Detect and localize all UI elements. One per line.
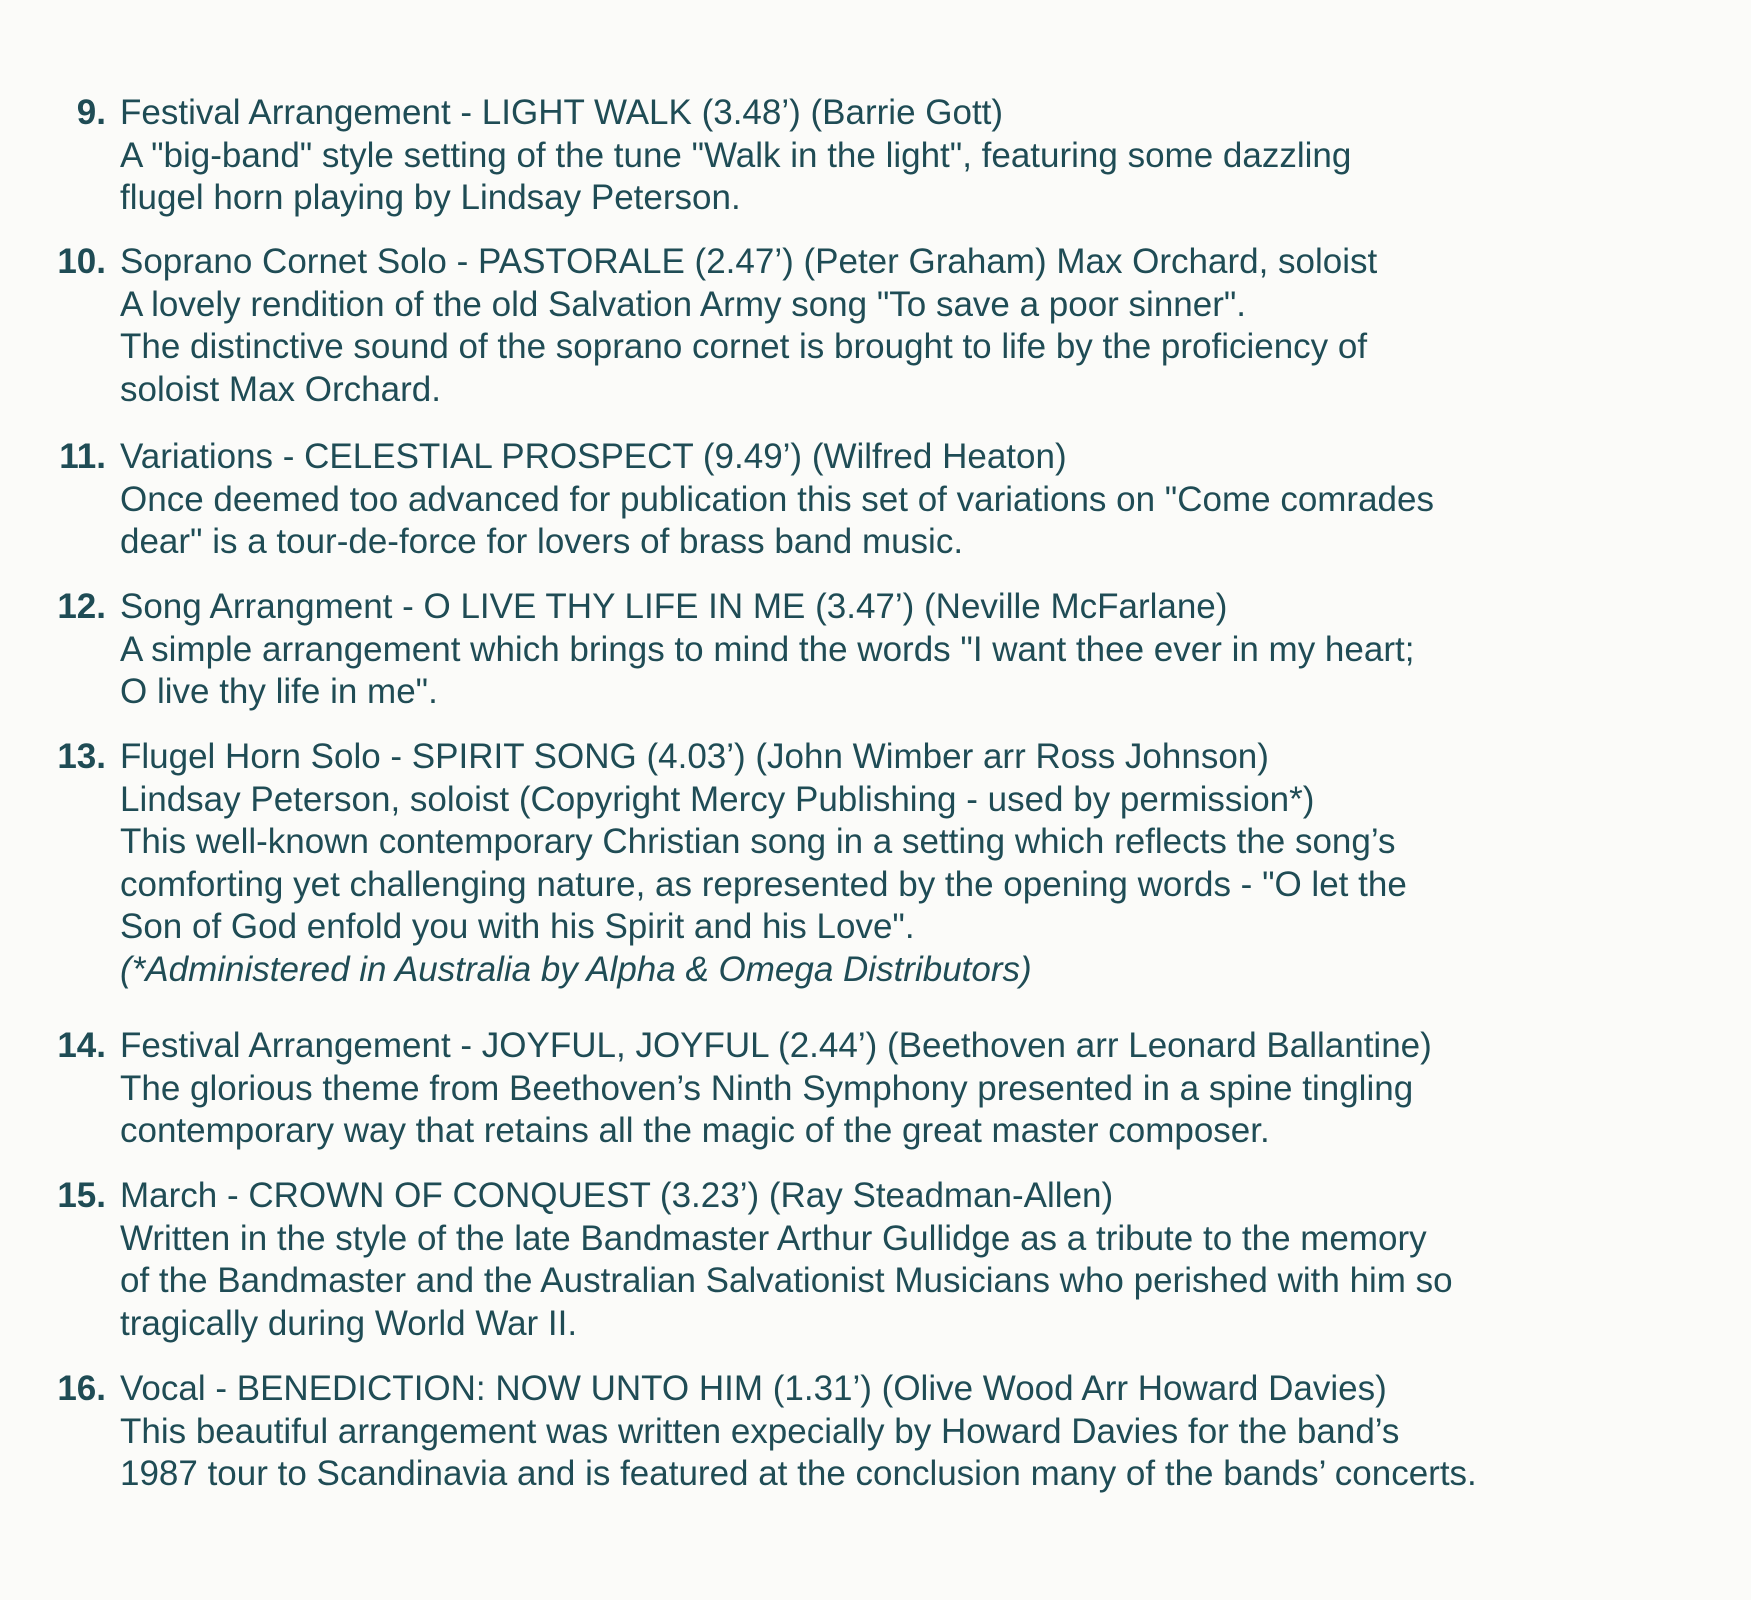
track-number: 9.: [76, 93, 106, 132]
description-line: Once deemed too advanced for publication this set of variations on "Come comrades: [120, 479, 1434, 519]
description-line: tragically during World War II.: [120, 1303, 578, 1343]
track-title-line: Variations - CELESTIAL PROSPECT (9.49’) (Wilfred Heaton): [120, 437, 1067, 476]
description-line: A simple arrangement which brings to mind the words "I want thee ever in my heart;: [120, 629, 1415, 669]
track-title-line: Soprano Cornet Solo - PASTORALE (2.47’) (Peter Graham) Max Orchard, soloist: [120, 242, 1378, 281]
description-line: Lindsay Peterson, soloist (Copyright Mercy Publishing - used by permission*): [120, 779, 1315, 819]
description-line: The distinctive sound of the soprano cornet is brought to life by the proficiency of: [120, 327, 1368, 366]
description-line: This well-known contemporary Christian song in a setting which reflects the song’s: [120, 822, 1396, 861]
track-description: [120, 92, 1740, 220]
track-description: [120, 586, 1740, 714]
track-description: [120, 736, 1740, 991]
description-line: dear" is a tour-de-force for lovers of brass band music.: [120, 522, 964, 561]
description-line: comforting yet challenging nature, as represented by the opening words - "O let the: [120, 864, 1407, 904]
track-title-line: Flugel Horn Solo - SPIRIT SONG (4.03’) (John Wimber arr Ross Johnson): [120, 737, 1269, 776]
track-title-line: March - CROWN OF CONQUEST (3.23’) (Ray Steadman-Allen): [120, 1176, 1114, 1215]
track-description: [120, 1025, 1740, 1153]
track-description: [120, 1368, 1740, 1496]
track-title-line: Festival Arrangement - JOYFUL, JOYFUL (2.44’) (Beethoven arr Leonard Ballantine): [120, 1026, 1432, 1065]
description-line: contemporary way that retains all the magic of the great master composer.: [120, 1111, 1270, 1150]
track-number: 16.: [57, 1369, 106, 1408]
description-line: Written in the style of the late Bandmaster Arthur Gullidge as a tribute to the memory: [120, 1218, 1427, 1258]
description-line: This beautiful arrangement was written expecially by Howard Davies for the band’s: [120, 1411, 1400, 1451]
description-line: Son of God enfold you with his Spirit and his Love".: [120, 907, 915, 946]
copyright-note: (*Administered in Australia by Alpha & Omega Distributors): [120, 949, 1032, 989]
track-title-line: Song Arrangment - O LIVE THY LIFE IN ME (3.47’) (Neville McFarlane): [120, 587, 1228, 626]
track-description: [120, 1175, 1740, 1345]
description-line: A "big-band" style setting of the tune "Walk in the light", featuring some dazzling: [120, 135, 1352, 175]
track-number: 10.: [57, 242, 106, 281]
track-number: 15.: [57, 1176, 106, 1215]
track-title-line: Festival Arrangement - LIGHT WALK (3.48’) (Barrie Gott): [120, 93, 1004, 132]
track-number: 11.: [59, 437, 106, 476]
track-description: [120, 241, 1740, 411]
track-description: [120, 436, 1740, 564]
description-line: A lovely rendition of the old Salvation Army song "To save a poor sinner".: [120, 284, 1247, 324]
track-number: 12.: [57, 587, 106, 626]
track-title-line: Vocal - BENEDICTION: NOW UNTO HIM (1.31’) (Olive Wood Arr Howard Davies): [120, 1369, 1387, 1408]
description-line: flugel horn playing by Lindsay Peterson.: [120, 178, 741, 217]
description-line: of the Bandmaster and the Australian Salvationist Musicians who perished with him so: [120, 1261, 1453, 1300]
track-number: 14.: [57, 1026, 106, 1065]
description-line: The glorious theme from Beethoven’s Ninth Symphony presented in a spine tingling: [120, 1068, 1414, 1108]
description-line: 1987 tour to Scandinavia and is featured at the conclusion many of the bands’ concerts.: [120, 1454, 1477, 1493]
description-line: O live thy life in me".: [120, 672, 438, 711]
track-number: 13.: [57, 737, 106, 776]
description-line: soloist Max Orchard.: [120, 369, 441, 409]
